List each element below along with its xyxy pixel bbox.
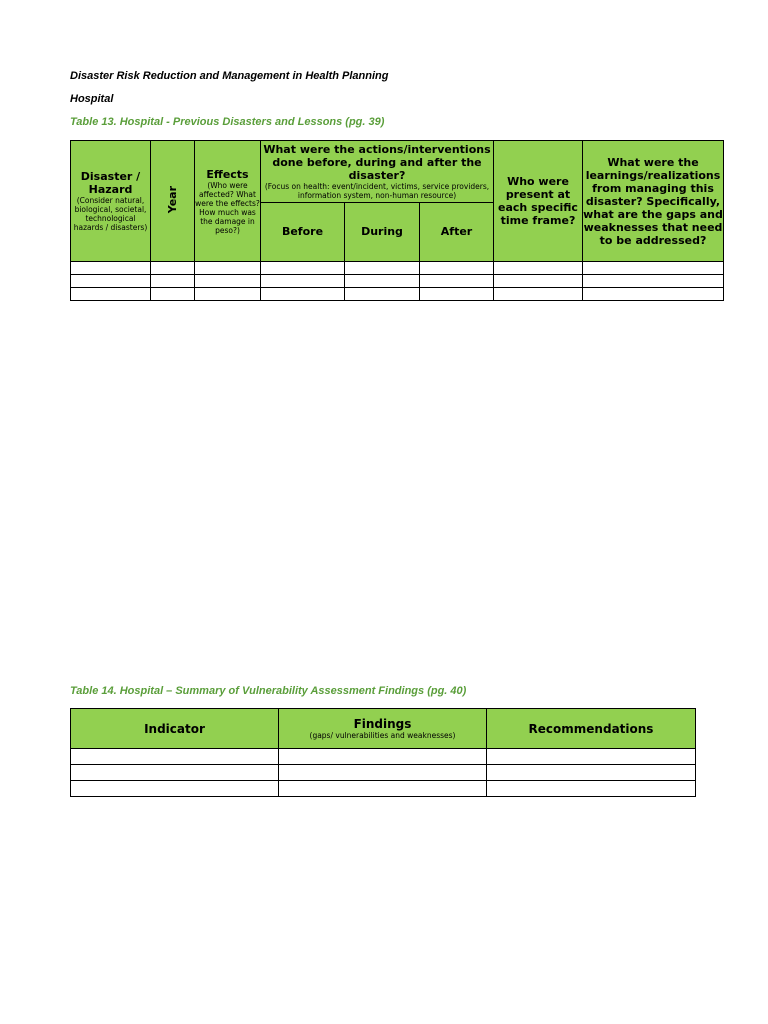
table-cell[interactable] [494,275,583,288]
header-disaster-note: (Consider natural, biological, societal, technological hazards / disasters) [73,196,148,232]
table-cell[interactable] [279,765,487,781]
table-cell[interactable] [195,288,261,301]
table-row [71,288,724,301]
table-cell[interactable] [151,262,195,275]
table-cell[interactable] [151,288,195,301]
table-cell[interactable] [487,781,696,797]
vulnerability-findings-table [70,708,696,797]
table-cell[interactable] [420,262,494,275]
table-cell[interactable] [71,275,151,288]
table-row [71,275,724,288]
table-cell[interactable] [71,781,279,797]
header-effects-label: Effects [206,167,249,181]
document-subtitle: Hospital [70,93,114,105]
table-row [71,262,724,275]
table-cell[interactable] [71,765,279,781]
header-actions-note: (Focus on health: event/incident, victims, service providers, information system, non-human resource) [264,181,490,200]
document-title: Disaster Risk Reduction and Management in Health Planning [70,70,389,82]
header-before: Before [261,202,345,262]
table-cell[interactable] [71,749,279,765]
table-cell[interactable] [420,288,494,301]
table-cell[interactable] [494,262,583,275]
table-cell[interactable] [494,288,583,301]
table-cell[interactable] [487,749,696,765]
previous-disasters-table [70,140,724,301]
header-learnings: What were the learnings/realizations from managing this disaster? Specifically, what are the gaps and weaknesses that need to be addressed? [583,141,724,262]
table-cell[interactable] [487,765,696,781]
header-actions [261,141,494,203]
table-cell[interactable] [261,275,345,288]
table-cell[interactable] [345,275,420,288]
table-cell[interactable] [420,275,494,288]
table-cell[interactable] [583,288,724,301]
table14-caption: Table 14. Hospital – Summary of Vulnerability Assessment Findings (pg. 40) [70,685,467,697]
table-row [71,749,696,765]
table-cell[interactable] [195,275,261,288]
table-row [71,765,696,781]
header-during: During [345,202,420,262]
header-year [151,141,195,262]
header-year-label: Year [166,185,179,214]
header-indicator: Indicator [71,709,279,749]
header-recommendations: Recommendations [487,709,696,749]
header-effects-note: (Who were affected? What were the effects? How much was the damage in peso?) [195,180,260,235]
header-after: After [420,202,494,262]
header-findings-note: (gaps/ vulnerabilities and weaknesses) [309,730,456,740]
header-effects [195,141,261,262]
header-findings [279,709,487,749]
table-cell[interactable] [345,288,420,301]
table-cell[interactable] [279,781,487,797]
header-who-present: Who were present at each specific time frame? [494,141,583,262]
table-cell[interactable] [261,262,345,275]
header-disaster-label: Disaster / Hazard [80,170,141,196]
table13-caption: Table 13. Hospital - Previous Disasters and Lessons (pg. 39) [70,116,385,128]
table-cell[interactable] [583,275,724,288]
header-actions-label: What were the actions/interventions done before, during and after the disaster? [263,142,491,182]
table-cell[interactable] [71,262,151,275]
table-cell[interactable] [195,262,261,275]
table-cell[interactable] [279,749,487,765]
table-cell[interactable] [71,288,151,301]
header-disaster-hazard [71,141,151,262]
table-cell[interactable] [151,275,195,288]
table-cell[interactable] [583,262,724,275]
table-cell[interactable] [345,262,420,275]
table-row [71,781,696,797]
header-findings-label: Findings [353,716,412,731]
table-cell[interactable] [261,288,345,301]
